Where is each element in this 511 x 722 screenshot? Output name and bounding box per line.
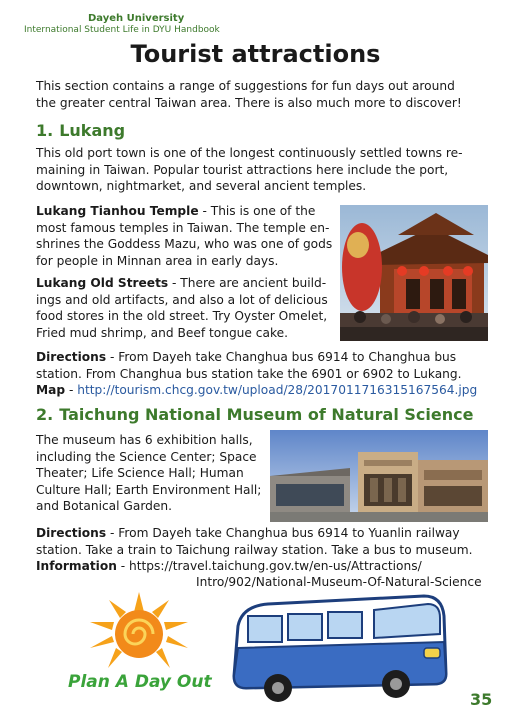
museum-directions — [36, 525, 472, 575]
section-number: 2. — [36, 405, 54, 424]
directions-line: - From Dayeh take Changhua bus 6914 to Changhua bus — [106, 350, 457, 364]
page-title: Tourist attractions — [130, 40, 381, 68]
museum-paragraph — [36, 432, 268, 515]
streets-name: Lukang Old Streets — [36, 276, 169, 290]
section-title: Lukang — [59, 121, 126, 140]
paragraph-line: This old port town is one of the longest continuously settled towns re- — [36, 146, 463, 160]
lukang-paragraph — [36, 145, 463, 195]
streets-paragraph — [36, 275, 336, 341]
directions-line: - From Dayeh take Changhua bus 6914 to Yuanlin railway — [106, 526, 460, 540]
section-title: Taichung National Museum of Natural Science — [59, 405, 474, 424]
lukang-directions — [36, 349, 477, 399]
paragraph-line: maining in Taiwan. Popular tourist attractions here include the port, — [36, 162, 449, 177]
directions-label: Directions — [36, 526, 107, 540]
information-link[interactable]: Intro/902/National-Museum-Of-Natural-Science — [196, 575, 482, 589]
paragraph-line: and Botanical Garden. — [36, 499, 172, 513]
sun-illustration — [84, 592, 194, 676]
paragraph-line: for people in Minnan area in early days. — [36, 253, 279, 268]
directions-label: Directions — [36, 350, 107, 364]
temple-name: Lukang Tianhou Temple — [36, 204, 199, 218]
paragraph-line: The museum has 6 exhibition halls, — [36, 433, 253, 447]
bus-illustration — [228, 586, 450, 708]
paragraph-line: most famous temples in Taiwan. The temple en- — [36, 220, 330, 235]
information-link[interactable]: - https://travel.taichung.gov.tw/en-us/Attractions/ — [116, 559, 422, 573]
paragraph-line: shrines the Goddess Mazu, who was one of gods — [36, 237, 333, 251]
section-heading-museum — [36, 405, 473, 424]
map-label: Map — [36, 383, 66, 397]
intro-paragraph — [36, 78, 462, 111]
paragraph-line: Fried mud shrimp, and Beef tongue cake. — [36, 325, 288, 340]
museum-photo — [270, 430, 488, 522]
section-number: 1. — [36, 121, 54, 140]
temple-paragraph — [36, 203, 336, 269]
paragraph-line: Theater; Life Science Hall; Human — [36, 466, 244, 480]
paragraph-line: Culture Hall; Earth Environment Hall; — [36, 482, 262, 497]
header-handbook: International Student Life in DYU Handbook — [24, 25, 220, 35]
intro-line: This section contains a range of suggestions for fun days out around — [36, 79, 455, 93]
paragraph-line: - This is one of the — [198, 204, 316, 218]
directions-line: station. From Changhua bus station take the 6901 or 6902 to Lukang. — [36, 366, 462, 381]
map-separator: - — [65, 383, 78, 397]
paragraph-line: food stores in the old street. Try Oyster Omelet, — [36, 309, 328, 323]
plan-a-day-out-text: Plan A Day Out — [68, 672, 212, 692]
paragraph-line: including the Science Center; Space — [36, 449, 257, 464]
information-label: Information — [36, 559, 117, 573]
paragraph-line: - There are ancient build- — [168, 276, 327, 290]
map-link[interactable]: http://tourism.chcg.gov.tw/upload/28/2017011716315167564.jpg — [77, 383, 478, 397]
temple-photo — [340, 205, 488, 341]
page-number: 35 — [470, 690, 493, 709]
section-heading-lukang — [36, 121, 125, 140]
header-university: Dayeh University — [88, 13, 185, 24]
paragraph-line: ings and old artifacts, and also a lot of delicious — [36, 292, 328, 307]
intro-line: the greater central Taiwan area. There is also much more to discover! — [36, 95, 462, 110]
directions-line: station. Take a train to Taichung railway station. Take a bus to museum. — [36, 542, 473, 557]
paragraph-line: downtown, nightmarket, and several ancient temples. — [36, 179, 367, 193]
